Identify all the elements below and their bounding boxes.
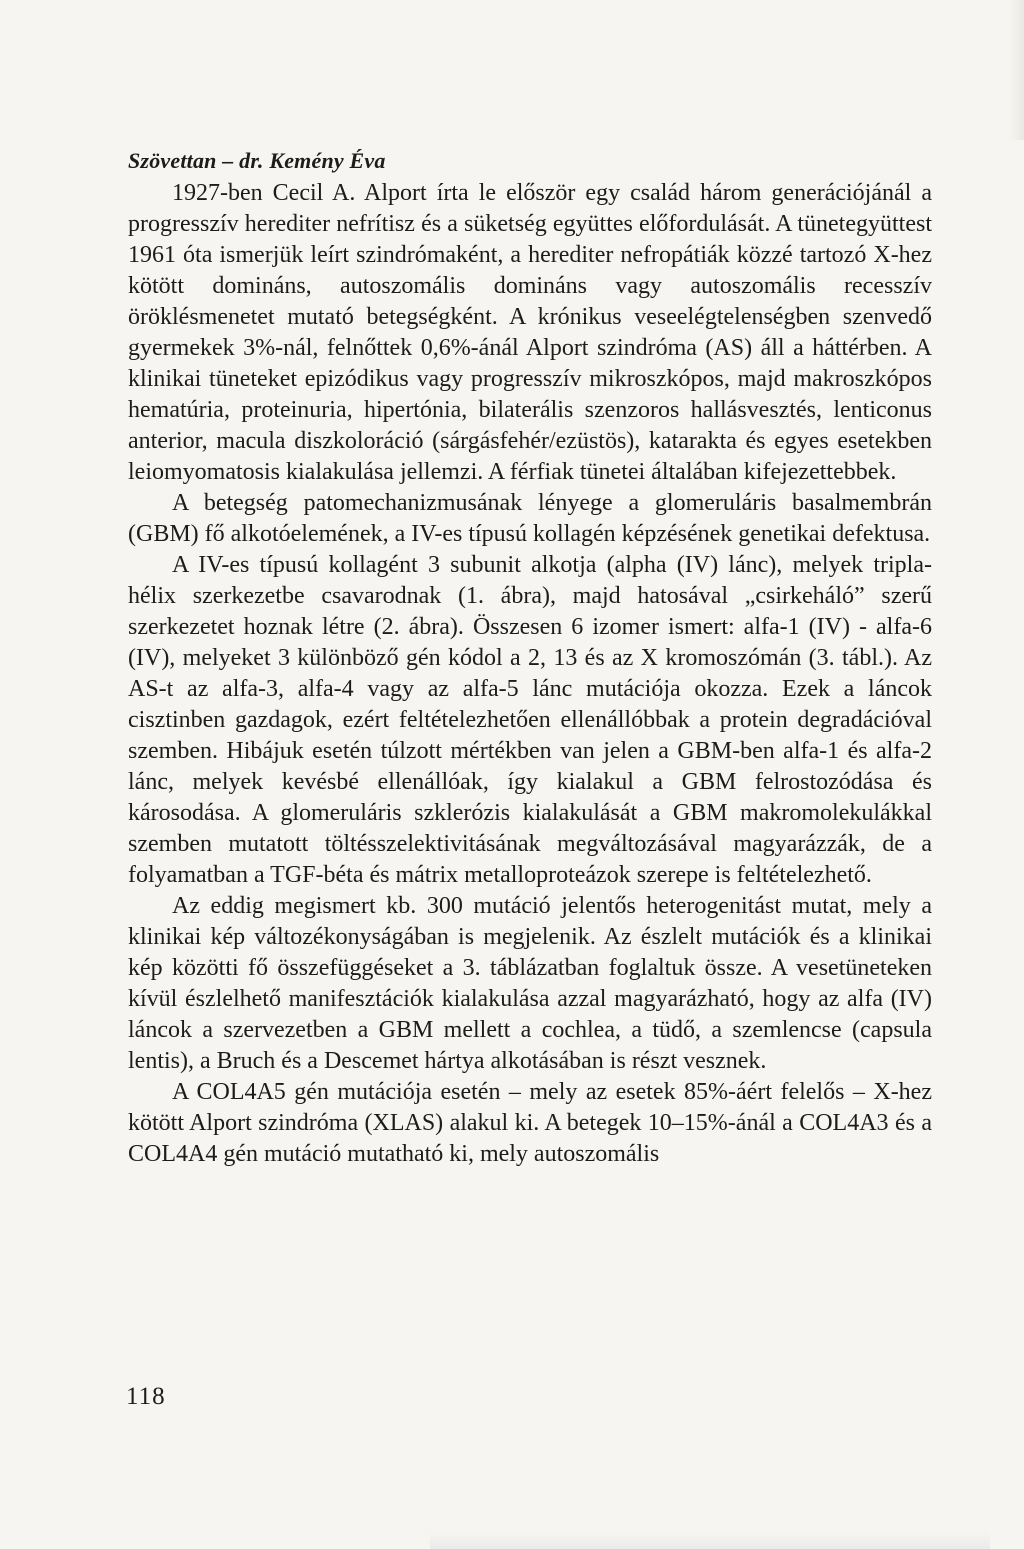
running-header: Szövettan – dr. Kemény Éva [128,148,386,173]
paragraph-alport-history: 1927-ben Cecil A. Alport írta le először egy család három generációjánál a progresszív herediter nefrítisz és a süketség együttes előfordulását. A tünetegyüttest 1961 óta ismerjük leírt szindrómaként, a herediter nefropátiák közzé tartozó X-hez kötött domináns, autoszomális domináns vagy autoszomális recesszív öröklésmenetet mutató betegségként. A krónikus veseelégtelenségben szenvedő gyermekek 3%-nál, felnőttek 0,6%-ánál Alport szindróma (AS) áll a háttérben. A klinikai tüneteket epizódikus vagy progresszív mikroszkópos, majd makroszkópos hematúria, proteinuria, hipertónia, bilaterális szenzoros hallásvesztés, lenticonus anterior, macula diszkoloráció (sárgásfehér/ezüstös), katarakta és egyes esetekben leiomyomatosis kialakulása jellemzi. A férfiak tünetei általában kifejezettebbek. [128,180,932,485]
scan-bottom-shadow [430,1531,990,1549]
paragraph-col4a5: A COL4A5 gén mutációja esetén – mely az esetek 85%-áért felelős – X-hez kötött Alport szindróma (XLAS) alakul ki. A betegek 10–15%-ánál a COL4A3 és a COL4A4 gén mutáció mutatható ki, mely autoszomális [128,1079,932,1167]
paragraph-mutations: Az eddig megismert kb. 300 mutáció jelentős heterogenitást mutat, mely a klinikai kép változékonyságában is megjelenik. Az észlelt mutációk és a klinikai kép közötti fő összefüggéseket a 3. táblázatban foglaltuk össze. A vesetüneteken kívül észlelhető manifesztációk kialakulása azzal magyarázható, hogy az alfa (IV) láncok a szervezetben a GBM mellett a cochlea, a tüdő, a szemlencse (capsula lentis), a Bruch és a Descemet hártya alkotásában is részt vesznek. [128,893,932,1074]
paragraph-collagen-iv: A IV-es típusú kollagént 3 subunit alkotja (alpha (IV) lánc), melyek tripla-hélix szerkezetbe csavarodnak (1. ábra), majd hatosával „csirkeháló” szerű szerkezetet hoznak létre (2. ábra). Összesen 6 izomer ismert: alfa-1 (IV) - alfa-6 (IV), melyeket 3 különböző gén kódol a 2, 13 és az X kromoszómán (3. tábl.). Az AS-t az alfa-3, alfa-4 vagy az alfa-5 lánc mutációja okozza. Ezek a láncok cisztinben gazdagok, ezért feltételezhetően ellenállóbbak a protein degradációval szemben. Hibájuk esetén túlzott mértékben van jelen a GBM-ben alfa-1 és alfa-2 lánc, melyek kevésbé ellenállóak, így kialakul a GBM felrostozódása és károsodása. A glomeruláris szklerózis kialakulását a GBM makromolekulákkal szemben mutatott töltésszelektivitásának megváltozásával magyarázzák, de a folyamatban a TGF-béta és mátrix metalloproteázok szerepe is feltételezhető. [128,552,932,888]
page-number: 118 [126,1383,166,1410]
paragraph-pathomechanism: A betegség patomechanizmusának lényege a glomeruláris basalmembrán (GBM) fő alkotóelemének, a IV-es típusú kollagén képzésének genetikai defektusa. [128,490,932,547]
body-text [128,178,932,1170]
scan-edge-shadow [1010,0,1024,140]
